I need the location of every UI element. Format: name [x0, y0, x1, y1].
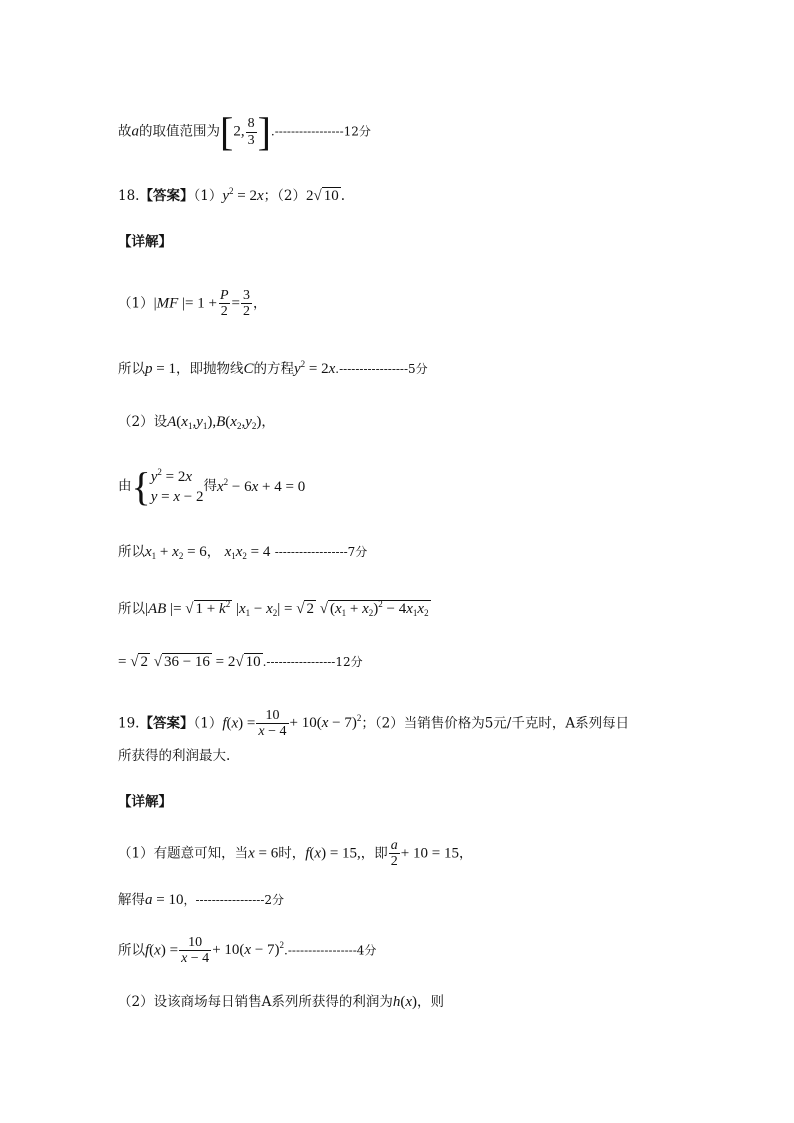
line-ab-result: = √ 2 √ 36 − 16 = 2√ 10 .-----------------12分: [118, 654, 363, 670]
line-system: 由{ $y^2 = 2x$ y = x − 2 得$x^2 - 6x + 4 = 0$: [118, 463, 306, 509]
line-profit-h: （2）设该商场每日销售A系列所获得的利润为h(x)，则: [118, 994, 445, 1010]
line-set-ab: （2）设$A(x_1,y_1),B(x_2,y_2)$，: [118, 414, 275, 431]
line-ab-length: 所以|AB |= √ $1 + k^2$ $|x_1 - x_2|$ = √ 2 √ $(x_1 + x_2)^2 - 4x_1x_2$: [118, 599, 429, 618]
detail-heading-19: 【详解】: [118, 794, 172, 810]
detail-heading-18: 【详解】: [118, 234, 172, 250]
line-mf: （1）|MF |= 1 + $\frac{P}{2}$ = $\frac{3}{2}$ ，: [118, 288, 267, 320]
line-x-equals-6: （1）有题意可知，当x = 6时，f(x) = 15,，即 $\frac{a}{2}$ + 10 = 15，: [118, 838, 473, 870]
answer-19: 19.【答案】（1）f(x) = $\frac{10}{x - 4}$ + $10(x - 7)^2$；（2）当销售价格为5元/千克时，A系列每日: [118, 708, 630, 740]
line-a-equals-10: 解得a = 10，-----------------2分: [118, 892, 285, 908]
answer-19-cont: 所获得的利润最大.: [118, 748, 231, 764]
line-vieta: 所以$x_1 + x_2 = 6$， $x_1x_2 = 4$ ------------------7分: [118, 544, 368, 561]
line-range-a: 故a的取值范围为[2, $\frac{8}{3}$ ].-----------------12分: [118, 109, 371, 154]
line-p-equals-1: 所以p = 1，即抛物线C的方程$y^2 = 2x.-----------------5$分: [118, 359, 428, 377]
line-fx: 所以f(x) = $\frac{10}{x - 4}$ + $10(x - 7)^2.-----------------4$分: [118, 935, 377, 967]
answer-18: 18.【答案】$(1)y^2 = 2x$；（2）2√ 10 .: [118, 186, 346, 204]
